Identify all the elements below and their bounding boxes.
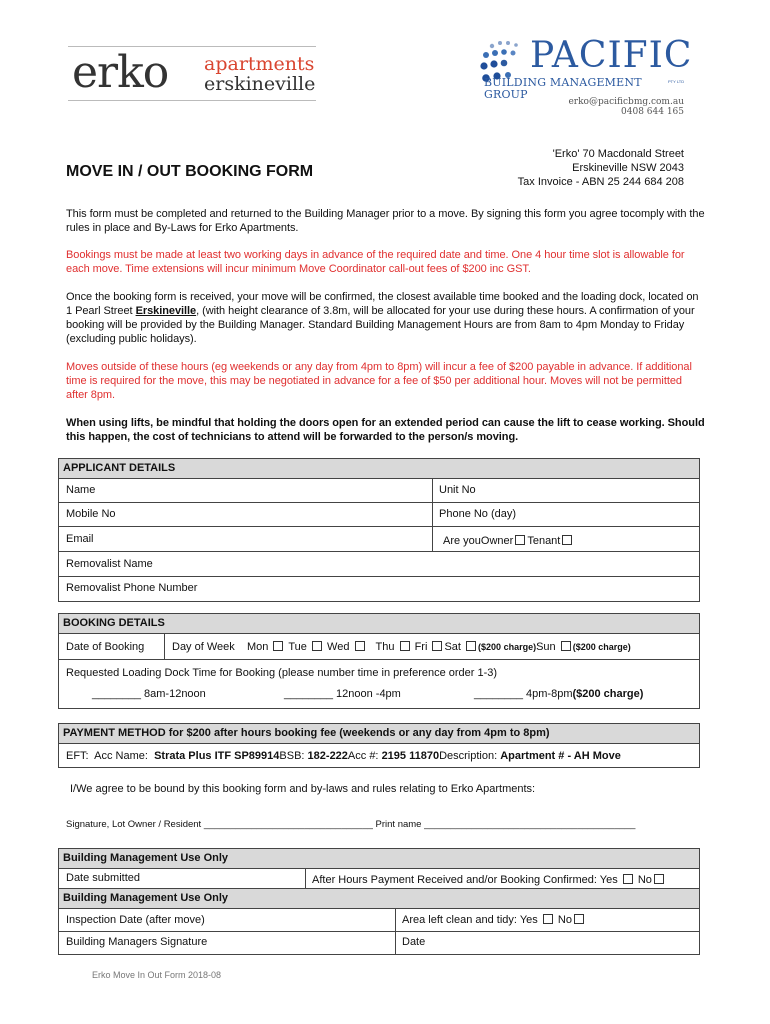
- requested-time-label: Requested Loading Dock Time for Booking (please number time in preference order 1-3): [66, 667, 498, 679]
- wed-checkbox[interactable]: [355, 641, 365, 651]
- slot-1[interactable]: ________ 8am-12noon: [92, 688, 206, 700]
- bm-header-1: Building Management Use Only: [58, 848, 700, 869]
- phone-field[interactable]: Phone No (day): [439, 508, 517, 520]
- sun-checkbox[interactable]: [561, 641, 571, 651]
- bm-signature-field[interactable]: Building Managers Signature: [66, 936, 208, 948]
- owner-checkbox[interactable]: [515, 535, 525, 545]
- address-line2: Erskineville NSW 2043: [572, 162, 684, 174]
- owner-tenant: Are youOwner Tenant: [443, 534, 574, 548]
- removalist-phone-field[interactable]: Removalist Phone Number: [66, 582, 198, 594]
- applicant-header: APPLICANT DETAILS: [58, 458, 700, 479]
- logo-bottom-rule: [68, 100, 316, 101]
- after-hours-no-checkbox[interactable]: [654, 874, 664, 884]
- tue-checkbox[interactable]: [312, 641, 322, 651]
- logo-line1: apartments: [204, 53, 315, 75]
- pacific-tagline: BUILDING MANAGEMENT GROUP: [484, 76, 642, 101]
- day-of-week: Day of Week Mon Tue Wed Thu Fri Sat ($200 charge)Sun ($200 charge): [172, 641, 631, 653]
- thu-checkbox[interactable]: [400, 641, 410, 651]
- contact-phone: 0408 644 165: [621, 107, 684, 117]
- logo-brand: erko: [72, 47, 169, 98]
- pacific-pty: PTY LTD: [668, 79, 685, 84]
- area-clean: Area left clean and tidy: Yes No: [402, 913, 586, 927]
- contact-email[interactable]: erko@pacificbmg.com.au: [568, 97, 684, 107]
- agreement-statement: I/We agree to be bound by this booking form and by-laws and rules relating to Erko Apartments:: [70, 783, 536, 795]
- sat-checkbox[interactable]: [466, 641, 476, 651]
- slot-2[interactable]: ________ 12noon -4pm: [284, 688, 401, 700]
- mon-checkbox[interactable]: [273, 641, 283, 651]
- page-title: MOVE IN / OUT BOOKING FORM: [66, 163, 314, 180]
- signature-line[interactable]: Signature, Lot Owner / Resident ________________________________ Print name ________________________________________: [66, 819, 636, 830]
- pacific-brand: PACIFIC: [530, 35, 693, 76]
- erko-logo: [68, 46, 318, 102]
- confirmation-paragraph: Once the booking form is received, your move will be confirmed, the closest available time booked and the loading dock, located on 1 Pearl Street Erskineville, (with height clearance of 3.8m, will be allocated for your use during these hours. A confirmation of your booking will be provided by the Building Manager. Standard Building Management Hours are from 8am to 4pm Monday to Friday (excluding public holidays).: [66, 291, 699, 345]
- lift-warning: When using lifts, be mindful that holding the doors open for an extended period can cause the lift to cease working. Should this happen, the cost of technicians to attend will be forwarded to the person/s moving.: [66, 417, 705, 443]
- logo-line2: erskineville: [204, 73, 316, 95]
- eft-details: EFT: Acc Name: Strata Plus ITF SP89914BSB: 182-222Acc #: 2195 11870Description: Apartment # - AH Move: [66, 750, 621, 762]
- date-submitted-field[interactable]: Date submitted: [66, 872, 140, 884]
- after-hours-notice: Moves outside of these hours (eg weekends or any day from 4pm to 8pm) will incur a fee of $200 payable in advance. If additional time is required for the move, this may be negotiated in advance for a fee of $50 per additional hour. Moves will not be permitted after 8pm.: [66, 361, 692, 401]
- after-hours-yes-checkbox[interactable]: [623, 874, 633, 884]
- bm-header-2: Building Management Use Only: [58, 888, 700, 909]
- footer-text: Erko Move In Out Form 2018-08: [92, 970, 222, 980]
- booking-header: BOOKING DETAILS: [58, 613, 700, 634]
- mobile-field[interactable]: Mobile No: [66, 508, 116, 520]
- email-field[interactable]: Email: [66, 533, 94, 545]
- inspection-date-field[interactable]: Inspection Date (after move): [66, 914, 205, 926]
- address-line3: Tax Invoice - ABN 25 244 684 208: [517, 176, 684, 188]
- date-of-booking-field[interactable]: Date of Booking: [66, 641, 145, 653]
- pacific-logo: [478, 35, 693, 101]
- fri-checkbox[interactable]: [432, 641, 442, 651]
- address-line1: 'Erko' 70 Macdonald Street: [552, 148, 684, 160]
- slot-3[interactable]: ________ 4pm-8pm($200 charge): [474, 688, 644, 700]
- after-hours-confirmed: After Hours Payment Received and/or Booking Confirmed: Yes No: [312, 873, 666, 887]
- intro-paragraph: This form must be completed and returned to the Building Manager prior to a move. By signing this form you agree tocomply with the rules in place and By-Laws for Erko Apartments.: [66, 208, 705, 234]
- tenant-checkbox[interactable]: [562, 535, 572, 545]
- area-clean-yes-checkbox[interactable]: [543, 914, 553, 924]
- removalist-name-field[interactable]: Removalist Name: [66, 558, 153, 570]
- area-clean-no-checkbox[interactable]: [574, 914, 584, 924]
- bm-date-field[interactable]: Date: [402, 936, 426, 948]
- unit-field[interactable]: Unit No: [439, 484, 476, 496]
- payment-header: PAYMENT METHOD for $200 after hours booking fee (weekends or any day from 4pm to 8pm): [58, 723, 700, 744]
- name-field[interactable]: Name: [66, 484, 96, 496]
- booking-notice: Bookings must be made at least two working days in advance of the required date and time. One 4 hour time slot is allowable for each move. Time extensions will incur minimum Move Coordinator call-out fees of $200 inc GST.: [66, 249, 685, 275]
